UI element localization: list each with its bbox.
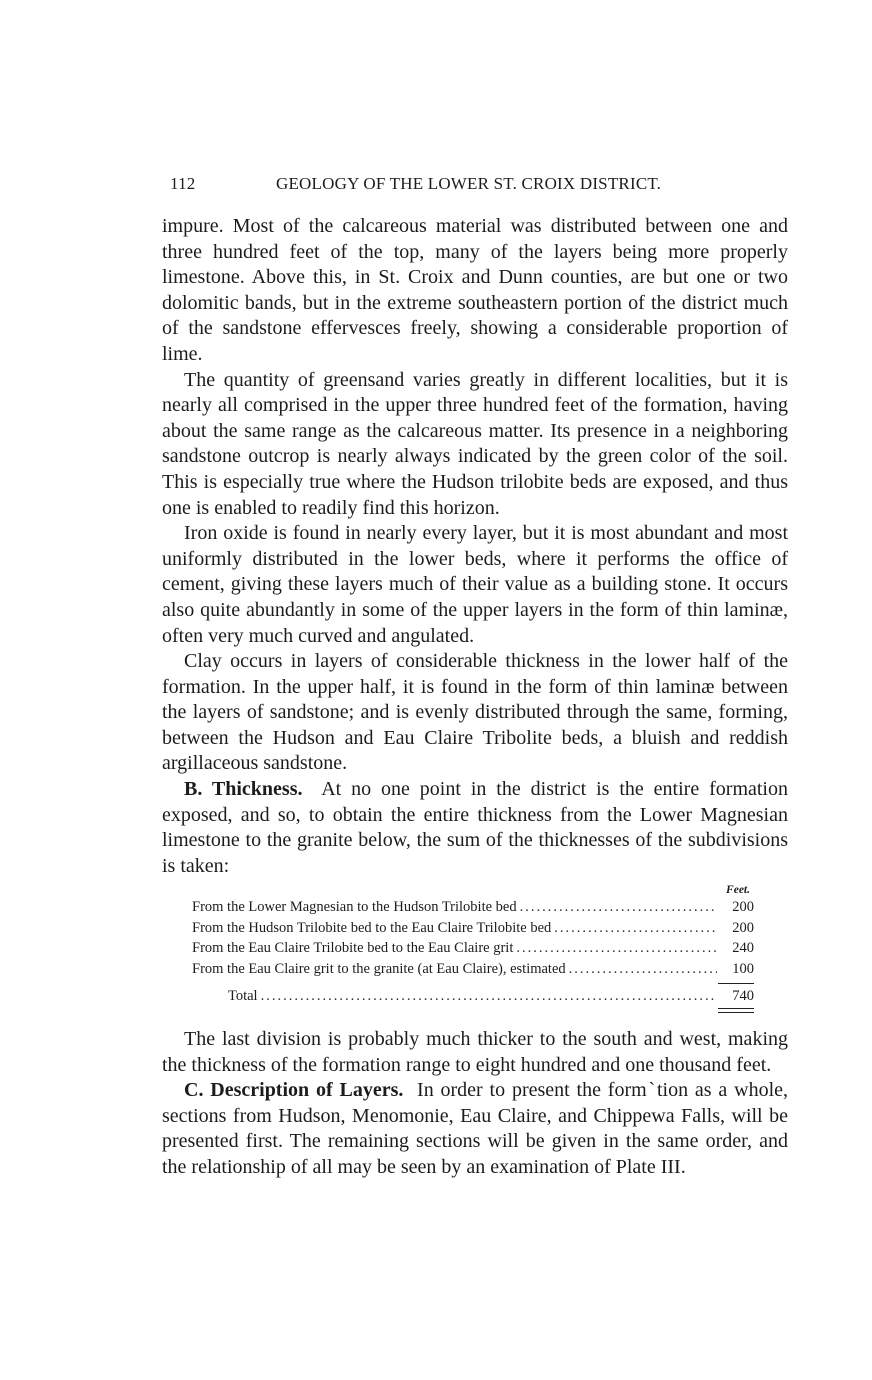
row-value: 240	[732, 940, 754, 957]
total-label: Total	[228, 988, 258, 1005]
row-label: From the Hudson Trilobite bed to the Eau Claire Trilobite bed	[192, 919, 552, 936]
row-label: From the Lower Magnesian to the Hudson Trilobite bed	[192, 899, 517, 916]
table-row	[192, 938, 754, 959]
leader-dots	[520, 897, 717, 918]
paragraph-thickness-text: At no one point in the district is the entire formation exposed, and so, to obtain the entire thickness from the Lower Magnesian limestone to the granite below, the sum of the thicknesses of the subdivisions is taken:	[162, 778, 788, 877]
leader-dots	[261, 986, 717, 1007]
section-heading-thickness: B. Thickness.	[184, 778, 303, 801]
table-row	[192, 959, 754, 980]
paragraph-iron-oxide: Iron oxide is found in nearly every layer, but it is most abundant and most uniformly distributed in the lower beds, where it performs the office of cement, giving these layers much of their value as a building stone. It occurs also quite abundantly in some of the upper layers in the form of thin laminæ, often very much curved and angulated.	[162, 522, 788, 647]
sum-rule	[718, 983, 754, 984]
table-row	[192, 918, 754, 939]
row-value: 100	[732, 960, 754, 977]
double-rule	[718, 1008, 754, 1013]
paragraph-description-text: In order to present the formˋtion as a whole, sections from Hudson, Menomonie, Eau Claire, and Chippewa Falls, will be presented first. The remaining sections will be given in the same order, and the relationship of all may be seen by an examination of Plate III.	[162, 1079, 789, 1178]
paragraph-thickness	[162, 777, 788, 879]
row-label: From the Eau Claire Trilobite bed to the Eau Claire grit	[192, 940, 514, 957]
paragraph-calcareous: impure. Most of the calcareous material was distributed between one and three hundred feet of the top, many of the layers being more properly limestone. Above this, in St. Croix and Dunn counties, are but one or two dolomitic bands, but in the extreme southeastern portion of the district much of the sandstone effervesces freely, showing a considerable proportion of lime.	[162, 215, 788, 365]
body-text	[162, 214, 788, 1181]
table-row	[192, 897, 754, 918]
unit-header: Feet.	[726, 884, 750, 897]
row-value: 200	[732, 899, 754, 916]
leader-dots	[554, 918, 717, 939]
row-label: From the Eau Claire grit to the granite (at Eau Claire), estimated	[192, 960, 566, 977]
paragraph-greensand: The quantity of greensand varies greatly in different localities, but it is nearly all comprised in the upper three hundred feet of the formation, having about the same range as the calcareous matter. Its presence in a neighboring sandstone outcrop is nearly always indicated by the green color of the soil. This is especially true where the Hudson trilobite beds are exposed, and thus one is enabled to readily find this horizon.	[162, 368, 788, 519]
total-value: 740	[732, 988, 754, 1005]
row-value: 200	[732, 919, 754, 936]
leader-dots	[569, 959, 717, 980]
paragraph-last-division: The last division is probably much thicker to the south and west, making the thickness of the formation range to eight hundred and one thousand feet.	[162, 1027, 788, 1076]
thickness-table	[192, 883, 754, 1013]
page-number: 112	[170, 174, 196, 193]
table-total-row	[192, 986, 754, 1007]
leader-dots	[516, 938, 717, 959]
running-title: GEOLOGY OF THE LOWER ST. CROIX DISTRICT.	[276, 174, 662, 193]
paragraph-description	[162, 1078, 788, 1180]
section-heading-description: C. Description of Layers.	[184, 1079, 404, 1102]
paragraph-clay: Clay occurs in layers of considerable thickness in the lower half of the formation. In the upper half, it is found in the form of thin laminæ between the layers of sandstone; and is evenly distributed through the same, forming, between the Hudson and Eau Claire Tribolite beds, a bluish and reddish argillaceous sandstone.	[162, 650, 788, 775]
